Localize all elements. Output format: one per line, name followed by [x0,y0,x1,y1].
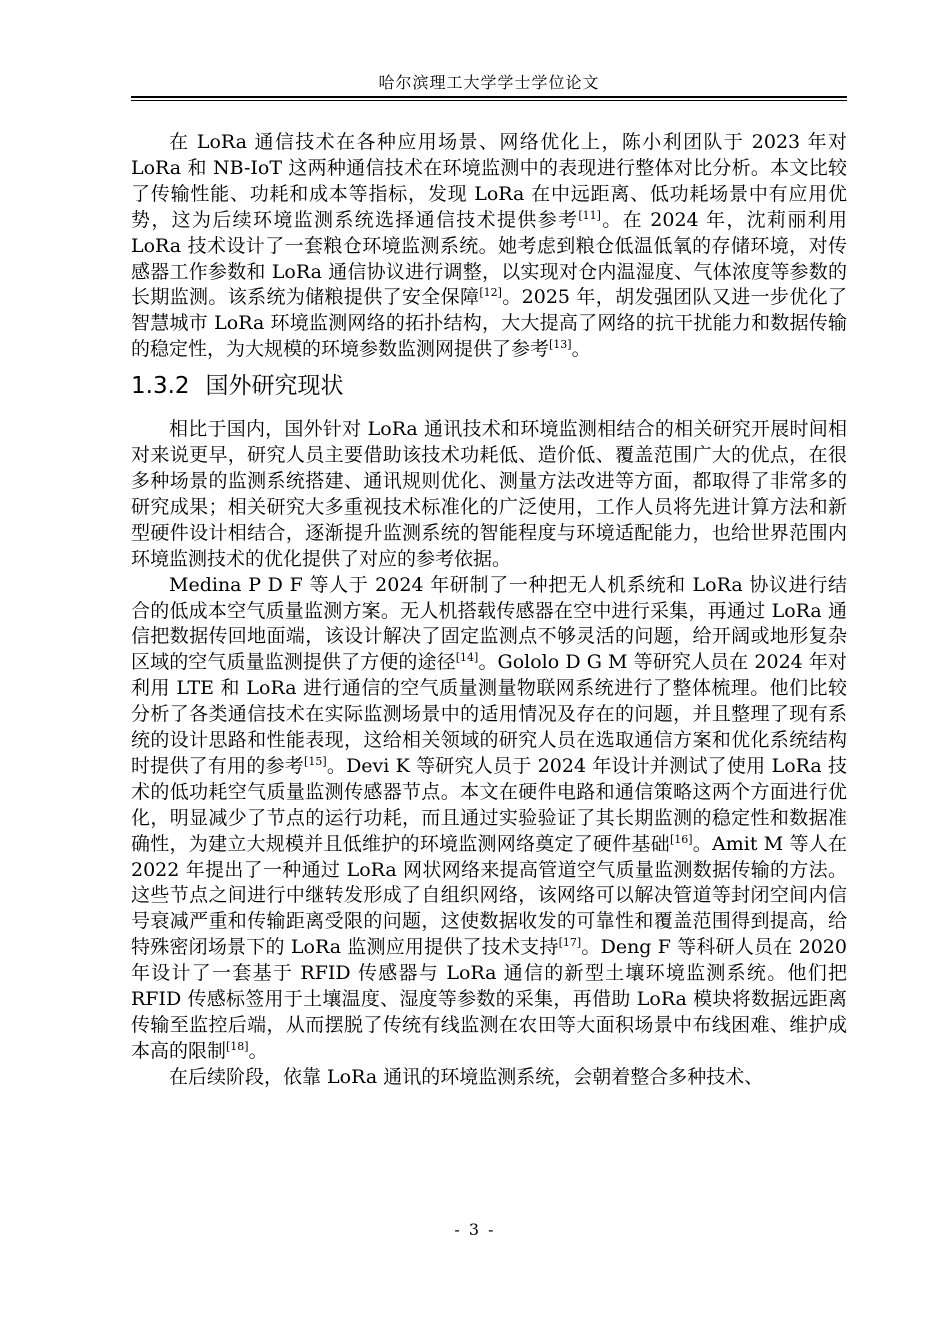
citation-15: [15] [304,754,327,768]
running-header: 哈尔滨理工大学学士学位论文 [378,73,600,92]
section-number: 1.3.2 [131,373,190,400]
page-number: - 3 - [454,1220,496,1239]
section-title: 国外研究现状 [205,373,344,400]
citation-14: [14] [455,651,479,665]
citation-18: [18] [226,1039,249,1053]
paragraph-domestic-research: 在 LoRa 通信技术在各种应用场景、网络优化上，陈小利团队于 2023 年对 LoRa 和 NB-IoT 这两种通信技术在环境监测中的表现进行整体对比分析。本文比较了传输性能、功耗和成本等指标，发现 LoRa 在中远距离、低功耗场景中有应用优势，这为后续环境监测系统选择通信技术提供参考[11]。在 2024 年，沈莉丽利用 LoRa 技术设计了一套粮仓环境监测系统。她考虑到粮仓低温低氧的存储环境，对传感器工作参数和 LoRa 通信协议进行调整，以实现对仓内温湿度、气体浓度等参数的长期监测。该系统为储粮提供了安全保障[12]。2025 年，胡发强团队又进一步优化了智慧城市 LoRa 环境监测网络的拓扑结构，大大提高了网络的抗干扰能力和数据传输的稳定性，为大规模的环境参数监测网提供了参考[13]。 [131,131,847,361]
citation-13: [13] [549,338,572,352]
header-rule-thin [131,100,847,101]
citation-17: [17] [558,936,582,950]
citation-16: [16] [669,832,693,846]
page-body [131,130,847,1091]
citation-12: [12] [479,286,502,300]
header-rule [131,96,847,98]
section-heading [131,368,847,404]
paragraph-foreign-overview: 相比于国内，国外针对 LoRa 通讯技术和环境监测相结合的相关研究开展时间相对来说更早，研究人员主要借助该技术功耗低、造价低、覆盖范围广大的优点，在很多种场景的监测系统搭建、通讯规则优化、测量方法改进等方面，都取得了非常多的研究成果；相关研究大多重视技术标准化的广泛使用，工作人员将先进计算方法和新型硬件设计相结合，逐渐提升监测系统的智能程度与环境适配能力，也给世界范围内环境监测技术的优化提供了对应的参考依据。 [131,418,847,570]
citation-11: [11] [578,208,601,222]
paragraph-future-trends: 在后续阶段，依靠 LoRa 通讯的环境监测系统，会朝着整合多种技术、 [169,1065,764,1088]
paragraph-foreign-studies: Medina P D F 等人于 2024 年研制了一种把无人机系统和 LoRa 协议进行结合的低成本空气质量监测方案。无人机搭载传感器在空中进行采集，再通过 LoRa 通信把数据传回地面端，该设计解决了固定监测点不够灵活的问题，给开阔或地形复杂区域的空气质量监测提供了方便的途径[14]。Gololo D G M 等研究人员在 2024 年对利用 LTE 和 LoRa 进行通信的空气质量测量物联网系统进行了整体梳理。他们比较分析了各类通信技术在实际监测场景中的适用情况及存在的问题，并且整理了现有系统的设计思路和性能表现，这给相关领域的研究人员在选取通信方案和优化系统结构时提供了有用的参考[15]。Devi K 等研究人员于 2024 年设计并测试了使用 LoRa 技术的低功耗空气质量监测传感器节点。本文在硬件电路和通信策略这两个方面进行优化，明显减少了节点的运行功耗，而且通过实验验证了其长期监测的稳定性和数据准确性，为建立大规模并且低维护的环境监测网络奠定了硬件基础[16]。Amit M 等人在 2022 年提出了一种通过 LoRa 网状网络来提高管道空气质量监测数据传输的方法。这些节点之间进行中继转发形成了自组织网络，该网络可以解决管道等封闭空间内信号衰减严重和传输距离受限的问题，这使数据收发的可靠性和覆盖范围得到提高，给特殊密闭场景下的 LoRa 监测应用提供了技术支持[17]。Deng F 等科研人员在 2020 年设计了一套基于 RFID 传感器与 LoRa 通信的新型土壤环境监测系统。他们把 RFID 传感标签用于土壤温度、湿度等参数的采集，再借助 LoRa 模块将数据远距离传输至监控后端，从而摆脱了传统有线监测在农田等大面积场景中布线困难、维护成本高的限制[18]。 [131,573,847,1062]
